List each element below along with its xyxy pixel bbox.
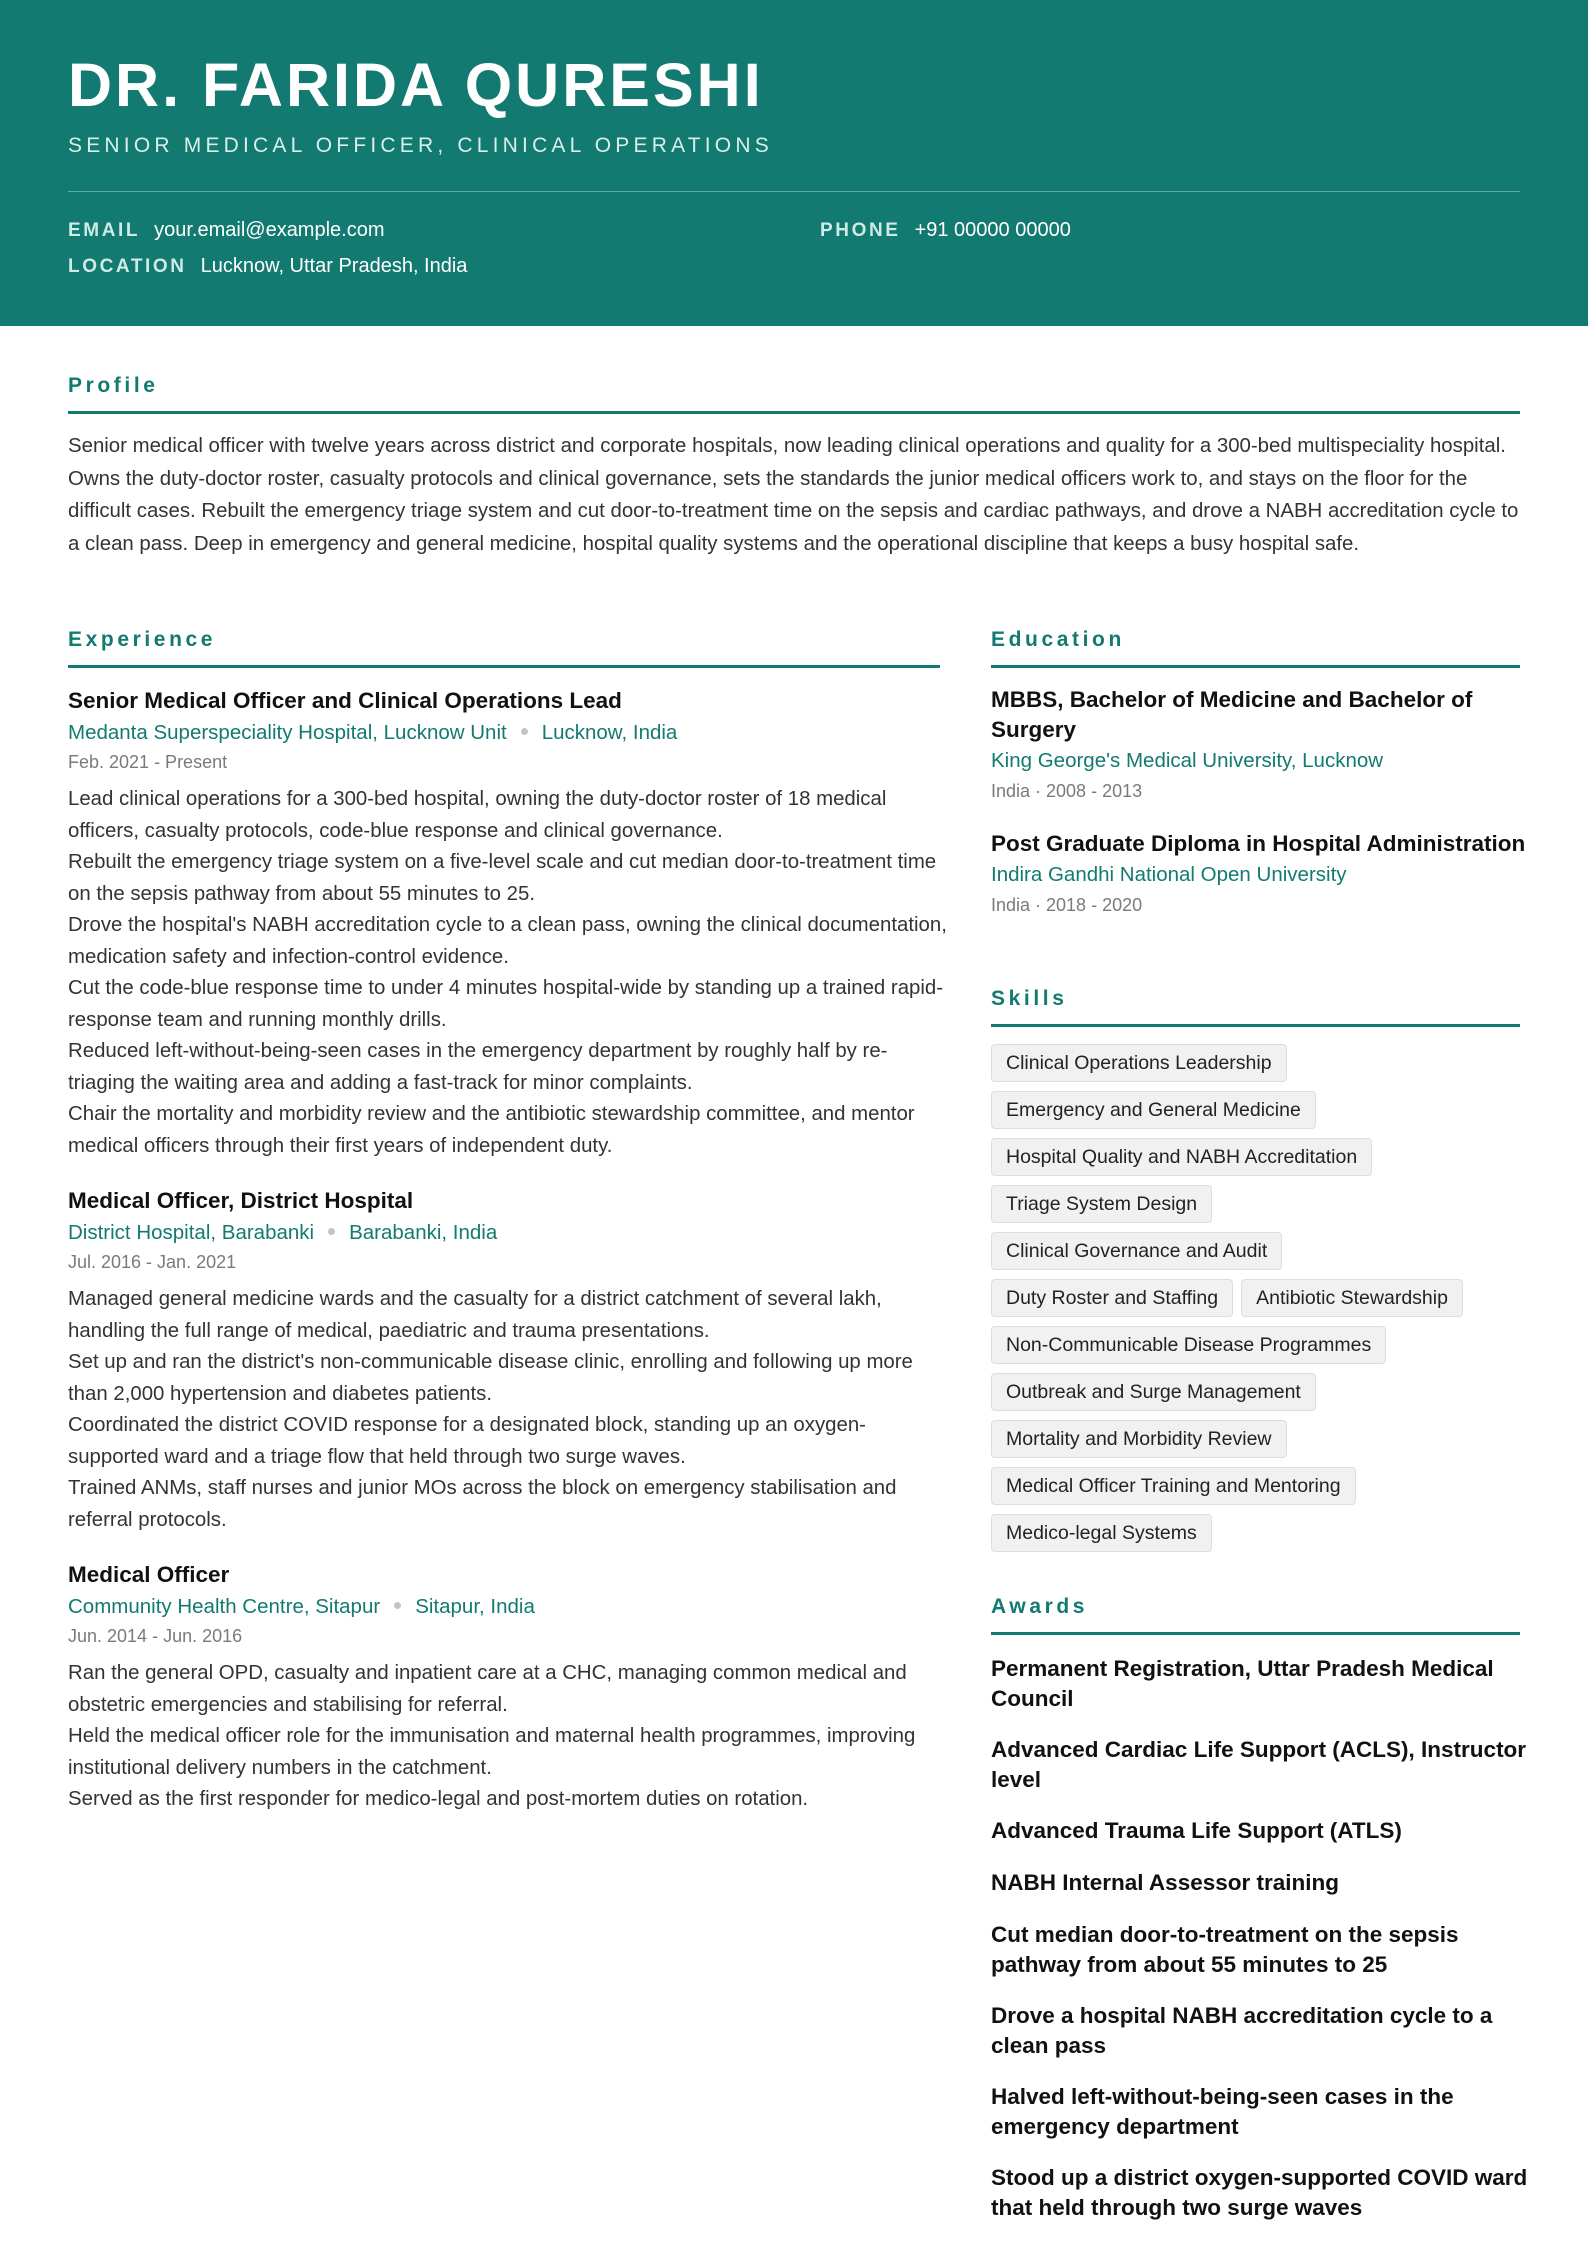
job-bullet: Held the medical officer role for the immunisation and maternal health programmes, improving institutional delivery numbers in the catchment. — [68, 1725, 916, 1779]
skill-tag: Non-Communicable Disease Programmes — [991, 1326, 1386, 1364]
skill-tag: Clinical Governance and Audit — [991, 1232, 1282, 1270]
job-dates: Jun. 2014 - Jun. 2016 — [68, 1626, 243, 1646]
job-bullet: Rebuilt the emergency triage system on a five-level scale and cut median door-to-treatment time on the sepsis pathway from about 55 minutes to 25. — [68, 851, 937, 905]
skill-tag: Clinical Operations Leadership — [991, 1044, 1287, 1082]
job-bullet: Ran the general OPD, casualty and inpatient care at a CHC, managing common medical and obstetric emergencies and stabilising for referral. — [68, 1662, 907, 1716]
header-divider — [68, 191, 1520, 192]
skill-tag: Antibiotic Stewardship — [1241, 1279, 1463, 1317]
job-bullet: Trained ANMs, staff nurses and junior MOs across the block on emergency stabilisation and referral protocols. — [68, 1477, 897, 1531]
job-role: Senior Medical Officer and Clinical Operations Lead — [68, 688, 622, 713]
job-entry — [68, 685, 948, 1162]
candidate-name: DR. FARIDA QURESHI — [68, 51, 764, 119]
profile-divider — [68, 411, 1520, 414]
skill-tag: Medico-legal Systems — [991, 1514, 1212, 1552]
experience-divider — [68, 665, 940, 668]
experience-heading: Experience — [68, 628, 217, 651]
award-item: Cut median door-to-treatment on the sepsis pathway from about 55 minutes to 25 — [991, 1922, 1459, 1977]
job-bullet: Coordinated the district COVID response for a designated block, standing up an oxygen-supported ward and a triage flow that held through two surge waves. — [68, 1414, 866, 1468]
job-organization — [68, 1591, 948, 1622]
education-heading: Education — [991, 628, 1125, 651]
skill-tag: Triage System Design — [991, 1185, 1212, 1223]
contact-location — [68, 252, 467, 281]
job-bullet: Drove the hospital's NABH accreditation cycle to a clean pass, owning the clinical documentation, medication safety and infection-control evidence. — [68, 914, 947, 968]
separator-dot-icon — [521, 728, 528, 735]
job-employer: District Hospital, Barabanki — [68, 1221, 315, 1244]
skill-tag: Outbreak and Surge Management — [991, 1373, 1316, 1411]
job-location: Barabanki, India — [349, 1221, 498, 1244]
award-item: Stood up a district oxygen-supported COVID ward that held through two surge waves — [991, 2165, 1528, 2220]
job-bullet: Lead clinical operations for a 300-bed hospital, owning the duty-doctor roster of 18 medical officers, casualty protocols, code-blue response and clinical governance. — [68, 788, 887, 842]
awards-divider — [991, 1632, 1520, 1635]
job-dates: Jul. 2016 - Jan. 2021 — [68, 1252, 237, 1272]
location-label: LOCATION — [68, 256, 187, 277]
email-label: EMAIL — [68, 220, 141, 241]
skills-divider — [991, 1024, 1520, 1027]
skill-tag: Emergency and General Medicine — [991, 1091, 1316, 1129]
education-divider — [991, 665, 1520, 668]
job-bullet: Served as the first responder for medico-legal and post-mortem duties on rotation. — [68, 1788, 809, 1810]
award-item: Drove a hospital NABH accreditation cycle to a clean pass — [991, 2003, 1493, 2058]
job-entry — [68, 1185, 948, 1536]
education-school: King George's Medical University, Lucknow — [991, 749, 1384, 772]
contact-phone — [820, 216, 1071, 245]
job-entry — [68, 1559, 948, 1816]
awards-heading: Awards — [991, 1595, 1089, 1618]
job-bullets — [68, 784, 948, 1162]
education-degree: Post Graduate Diploma in Hospital Administration — [991, 831, 1526, 856]
job-bullets — [68, 1658, 948, 1816]
skill-tag: Hospital Quality and NABH Accreditation — [991, 1138, 1372, 1176]
separator-dot-icon — [394, 1602, 401, 1609]
award-item: NABH Internal Assessor training — [991, 1870, 1339, 1895]
profile-summary: Senior medical officer with twelve years across district and corporate hospitals, now leading clinical operations and quality for a 300-bed multispeciality hospital. Owns the duty-doctor roster, casualty protocols and clinical governance, sets the standards the junior medical officers work to, and stays on the floor for the difficult cases. Rebuilt the emergency triage system and cut door-to-treatment time on the sepsis and cardiac pathways, and drove a NABH accreditation cycle to a clean pass. Deep in emergency and general medicine, hospital quality systems and the operational discipline that keeps a busy hospital safe. — [68, 435, 1519, 555]
job-bullets — [68, 1284, 948, 1536]
location-value: Lucknow, Uttar Pradesh, India — [200, 255, 468, 277]
award-item: Permanent Registration, Uttar Pradesh Medical Council — [991, 1656, 1494, 1711]
email-value[interactable]: your.email@example.com — [154, 219, 385, 241]
job-role: Medical Officer — [68, 1562, 230, 1587]
job-role: Medical Officer, District Hospital — [68, 1188, 414, 1213]
separator-dot-icon — [328, 1228, 335, 1235]
education-entry — [991, 685, 1531, 805]
phone-label: PHONE — [820, 220, 901, 241]
candidate-title: SENIOR MEDICAL OFFICER, CLINICAL OPERATIONS — [68, 134, 773, 157]
job-location: Lucknow, India — [541, 721, 678, 744]
skill-tag: Duty Roster and Staffing — [991, 1279, 1233, 1317]
education-degree: MBBS, Bachelor of Medicine and Bachelor of Surgery — [991, 687, 1473, 742]
job-bullet: Chair the mortality and morbidity review and the antibiotic stewardship committee, and mentor medical officers through their first years of independent duty. — [68, 1103, 915, 1157]
education-school: Indira Gandhi National Open University — [991, 863, 1347, 886]
award-item: Halved left-without-being-seen cases in the emergency department — [991, 2084, 1454, 2139]
job-employer: Community Health Centre, Sitapur — [68, 1595, 381, 1618]
job-location: Sitapur, India — [415, 1595, 535, 1618]
job-bullet: Reduced left-without-being-seen cases in the emergency department by roughly half by re-triaging the waiting area and adding a fast-track for minor complaints. — [68, 1040, 888, 1094]
skills-heading: Skills — [991, 987, 1068, 1010]
job-organization — [68, 717, 948, 748]
job-dates: Feb. 2021 - Present — [68, 752, 228, 772]
contact-email — [68, 216, 385, 245]
education-meta: India · 2018 - 2020 — [991, 895, 1143, 915]
profile-heading: Profile — [68, 374, 159, 397]
job-employer: Medanta Superspeciality Hospital, Lucknow Unit — [68, 721, 507, 744]
skills-list — [991, 1044, 1531, 1561]
education-entry — [991, 829, 1531, 919]
education-meta: India · 2008 - 2013 — [991, 781, 1143, 801]
job-bullet: Cut the code-blue response time to under 4 minutes hospital-wide by standing up a trained rapid-response team and running monthly drills. — [68, 977, 944, 1031]
skill-tag: Mortality and Morbidity Review — [991, 1420, 1287, 1458]
resume-header — [0, 0, 1588, 326]
award-item: Advanced Trauma Life Support (ATLS) — [991, 1818, 1402, 1843]
job-organization — [68, 1217, 948, 1248]
job-bullet: Set up and ran the district's non-communicable disease clinic, enrolling and following up more than 2,000 hypertension and diabetes patients. — [68, 1351, 913, 1405]
award-item: Advanced Cardiac Life Support (ACLS), Instructor level — [991, 1737, 1527, 1792]
skill-tag: Medical Officer Training and Mentoring — [991, 1467, 1356, 1505]
phone-value[interactable]: +91 00000 00000 — [914, 219, 1071, 241]
job-bullet: Managed general medicine wards and the casualty for a district catchment of several lakh, handling the full range of medical, paediatric and trauma presentations. — [68, 1288, 882, 1342]
